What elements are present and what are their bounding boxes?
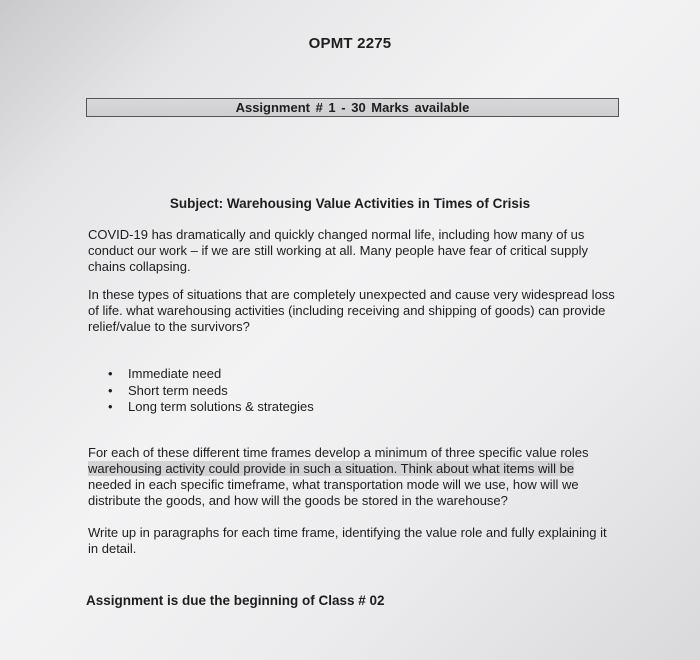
time-frame-list xyxy=(106,366,314,416)
instructions-highlighted-text: warehousing activity could provide in such a situation. Think about what items will be xyxy=(88,461,575,476)
instructions-text-end: needed in each specific timeframe, what transportation mode will we use, how will we distribute the goods, and how will the goods be stored in the warehouse? xyxy=(88,477,579,508)
question-paragraph: In these types of situations that are completely unexpected and cause very widespread loss of life. what warehousing activities (including receiving and shipping of goods) can provide relief/value to the survivors? xyxy=(88,287,615,334)
assignment-banner-text: Assignment # 1 - 30 Marks available xyxy=(235,100,470,115)
assignment-banner xyxy=(86,98,619,117)
list-item xyxy=(106,383,314,400)
list-item xyxy=(106,399,314,416)
bullet-icon: • xyxy=(108,399,113,414)
list-item-label: Immediate need xyxy=(128,366,222,381)
list-item-label: Long term solutions & strategies xyxy=(128,399,314,414)
intro-paragraph: COVID-19 has dramatically and quickly changed normal life, including how many of us conduct our work – if we are still working at all. Many people have fear of critical supply chains collapsing. xyxy=(88,227,589,274)
course-code-title: OPMT 2275 xyxy=(308,35,392,52)
bullet-icon: • xyxy=(108,382,113,398)
list-item xyxy=(106,366,314,383)
instructions-text-start: For each of these different time frames develop a minimum of three specific value roles xyxy=(88,445,589,460)
due-date-note: Assignment is due the beginning of Class # 02 xyxy=(86,593,385,608)
bullet-icon: • xyxy=(108,366,113,381)
write-up-paragraph: Write up in paragraphs for each time frame, identifying the value role and fully explaining it in detail. xyxy=(88,525,607,556)
instructions-paragraph xyxy=(88,445,618,509)
list-item-label: Short term needs xyxy=(128,382,228,398)
subject-heading: Subject: Warehousing Value Activities in Times of Crisis xyxy=(169,196,531,211)
